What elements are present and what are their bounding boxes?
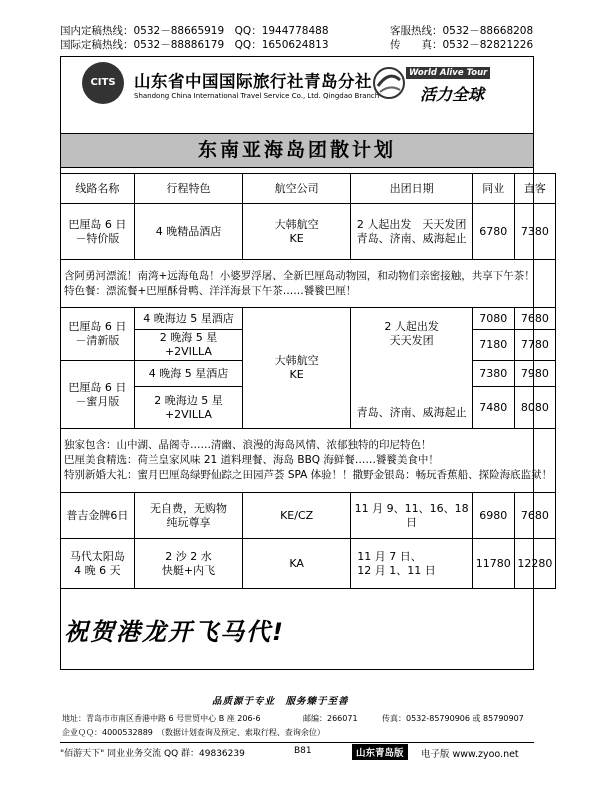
header-route: 线路名称 <box>61 174 135 204</box>
footer-postcode: 邮编：266071 <box>303 714 358 723</box>
note-line: 巴厘美食精选：荷兰皇家风味 21 道料理餐、海岛 BBQ 海鲜餐……饕餮美食中！ <box>64 454 439 466</box>
qq-group: "佰游天下" 同业业务交流 QQ 群：49836239 <box>60 749 245 759</box>
domestic-hotline: 国内定稿热线：0532－88665919 QQ：1944778488 <box>60 25 329 37</box>
feature-cell: 2 晚海边 5 星 +2VILLA <box>134 387 242 429</box>
footer-address: 地址：青岛市市南区香港中路 6 号世贸中心 B 座 206-6 <box>62 714 261 723</box>
feature-cell: 4 晚海 5 星酒店 <box>134 361 242 387</box>
retail-price: 7980 <box>514 361 556 387</box>
airline-cell: 大韩航空 KE <box>243 308 351 429</box>
note-line: 含阿勇河漂流！南湾+远海龟岛！小婆罗浮屠、全新巴厘岛动物园，和动物们亲密接触，共享下午茶！ <box>64 269 535 282</box>
note-line: 特色餐：漂流餐+巴厘酥骨鸭、洋洋海景下午茶……饕餮巴厘！ <box>64 284 357 297</box>
feature-cell: 4 晚海边 5 星酒店 <box>134 308 242 330</box>
page-title: 东南亚海岛团散计划 <box>197 139 396 161</box>
table-row <box>61 308 556 330</box>
feature-cell: 4 晚精品酒店 <box>134 204 242 260</box>
dates-cell: 2 人起出发 天天发团 青岛、济南、威海起止 <box>351 204 473 260</box>
world-alive-logo-icon <box>372 66 406 100</box>
header-retail: 直客 <box>514 174 556 204</box>
footer-phone: 传真：0532-85790906 或 85790907 <box>382 714 524 723</box>
notes-row <box>61 260 556 308</box>
table-header-row <box>61 174 556 204</box>
note-line: 独家包含：山中湖、晶阁寺……清幽、浪漫的海岛风情、浓郁独特的印尼特色！ <box>64 439 432 451</box>
notes-row <box>61 429 556 493</box>
edition-badge: 山东青岛版 <box>352 744 408 760</box>
header-airline: 航空公司 <box>243 174 351 204</box>
intl-hotline: 国际定稿热线：0532－88886179 QQ：1650624813 <box>60 39 329 51</box>
promo-slogan: 祝贺港龙开飞马代! <box>64 618 285 646</box>
partner-slogan: 活力全球 <box>420 85 485 104</box>
footer-qq: 企业ＱＱ：4000532889 （数据计划查询及预定、索取行程、查询余位） <box>62 728 325 737</box>
service-hotline: 客服热线：0532－88668208 <box>390 25 534 37</box>
airline-cell: 大韩航空 KE <box>243 204 351 260</box>
route-cell: 巴厘岛 6 日 －清新版 <box>61 308 135 361</box>
route-cell: 巴厘岛 6 日 －特价版 <box>61 204 135 260</box>
agency-name-cn: 山东省中国国际旅行社青岛分社 <box>134 72 372 91</box>
feature-cell: 无自费，无购物 纯玩尊享 <box>134 493 242 539</box>
trade-price: 7380 <box>472 361 514 387</box>
route-cell: 巴厘岛 6 日 －蜜月版 <box>61 361 135 429</box>
retail-price: 7380 <box>514 204 556 260</box>
feature-cell: 2 晚海 5 星+2VILLA <box>134 330 242 361</box>
fax-line: 传 真：0532－82821226 <box>390 39 534 51</box>
table-row <box>61 204 556 260</box>
retail-price: 7680 <box>514 308 556 330</box>
dates-cell: 11 月 9、11、16、18 日 <box>351 493 473 539</box>
itinerary-table <box>60 173 556 589</box>
airline-cell: KE/CZ <box>243 493 351 539</box>
retail-price: 7780 <box>514 330 556 361</box>
trade-price: 11780 <box>472 539 514 589</box>
footer-motto: 品质源于专业 服务臻于至善 <box>212 696 349 707</box>
title-band <box>60 133 534 168</box>
trade-price: 6780 <box>472 204 514 260</box>
cits-logo-icon: CITS <box>82 62 124 104</box>
trade-price: 7480 <box>472 387 514 429</box>
route-cell: 马代太阳岛 4 晚 6 天 <box>61 539 135 589</box>
header-dates: 出团日期 <box>351 174 473 204</box>
header-feature: 行程特色 <box>134 174 242 204</box>
airline-cell: KA <box>243 539 351 589</box>
agency-name-en: Shandong China International Travel Service Co., Ltd. Qingdao Branch <box>134 92 380 100</box>
dates-cell: 青岛、济南、威海起止 <box>351 361 473 429</box>
trade-price: 7080 <box>472 308 514 330</box>
header-trade: 同业 <box>472 174 514 204</box>
retail-price: 8080 <box>514 387 556 429</box>
table-row <box>61 539 556 589</box>
feature-cell: 2 沙 2 水 快艇+内飞 <box>134 539 242 589</box>
note-line: 特别新婚大礼：蜜月巴厘岛绿野仙踪之田园芦荟 SPA 体验！！撒野金银岛：畅玩香蕉船、探险海底监狱！ <box>64 469 553 481</box>
route-cell: 普吉金牌6日 <box>61 493 135 539</box>
trade-price: 6980 <box>472 493 514 539</box>
page-number: B81 <box>294 746 312 756</box>
bottom-divider <box>60 742 534 743</box>
trade-price: 7180 <box>472 330 514 361</box>
website-link[interactable]: 电子版 www.zyoo.net <box>421 749 519 760</box>
dates-cell: 11 月 7 日、 12 月 1、11 日 <box>351 539 473 589</box>
table-row <box>61 493 556 539</box>
partner-logo-text: World Alive Tour <box>406 67 490 79</box>
retail-price: 7680 <box>514 493 556 539</box>
retail-price: 12280 <box>514 539 556 589</box>
dates-cell: 2 人起出发 天天发团 <box>351 308 473 361</box>
